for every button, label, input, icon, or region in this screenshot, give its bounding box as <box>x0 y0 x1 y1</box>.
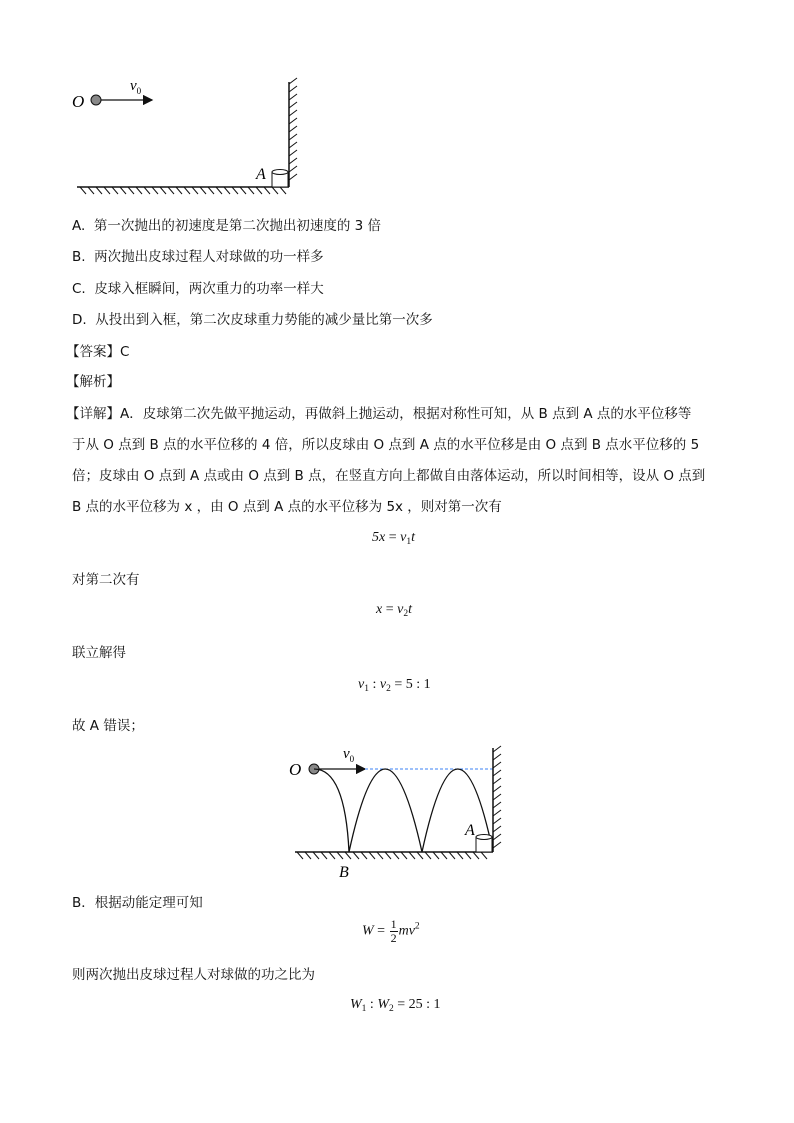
basket-shape-2 <box>476 835 492 853</box>
answer-value: C <box>120 344 130 360</box>
eq-lhs: x <box>376 602 383 617</box>
option-text: 第一次抛出的初速度是第二次抛出初速度的 3 倍 <box>93 218 382 234</box>
eq-superscript: 2 <box>414 921 420 932</box>
equation-kinetic-energy <box>362 918 420 945</box>
wall-hatching <box>289 78 297 180</box>
ground-hatching <box>80 187 286 194</box>
fraction-denominator: 2 <box>390 931 397 945</box>
equation-velocity-ratio <box>358 677 431 694</box>
eq-colon: : <box>368 677 380 692</box>
eq-var: mv <box>398 923 415 939</box>
eq-lhs: W <box>362 923 374 939</box>
a-conclusion: 故 A 错误； <box>72 718 144 734</box>
eq-var: v <box>400 530 407 545</box>
option-text: 从投出到入框，第二次皮球重力势能的减少量比第一次多 <box>95 312 433 328</box>
eq-sign: = <box>382 602 398 617</box>
basket-label-2: A <box>465 822 475 839</box>
velocity-label: v <box>130 78 137 94</box>
eq-colon: : <box>366 997 378 1012</box>
b-intro: B．根据动能定理可知 <box>72 895 203 911</box>
solve-intro: 联立解得 <box>72 645 126 661</box>
explanation-text: A．皮球第二次先做平抛运动，再做斜上抛运动，根据对称性可知，从 B 点到 A 点的水平位移等 <box>120 406 692 422</box>
eq-subscript: 2 <box>403 609 409 619</box>
eq-subscript: 2 <box>388 1004 394 1014</box>
svg-text:v0 <box>130 78 142 96</box>
option-text: 皮球入框瞬间，两次重力的功率一样大 <box>94 281 324 297</box>
eq-sign: = <box>385 530 401 545</box>
explanation-line-1 <box>66 402 691 422</box>
option-b <box>72 245 324 265</box>
equation-second-throw <box>376 602 412 619</box>
analysis-label: 【解析】 <box>66 374 120 390</box>
eq-var: v <box>358 677 365 692</box>
explanation-line-3: 倍；皮球由 O 点到 A 点或由 O 点到 B 点，在竖直方向上都做自由落体运动，所以时间相等，设从 O 点到 <box>72 468 706 484</box>
option-letter: C. <box>72 281 86 297</box>
basket-label: A <box>256 166 266 183</box>
eq-var: W <box>350 997 362 1012</box>
trajectory-curve <box>314 769 493 852</box>
eq-subscript: 1 <box>406 537 412 547</box>
landing-point-label: B <box>339 864 349 881</box>
explanation-line-2: 于从 O 点到 B 点的水平位移的 4 倍，所以皮球由 O 点到 A 点的水平位移是由 O 点到 B 点水平位移的 5 <box>72 437 700 453</box>
option-letter: B. <box>72 249 86 265</box>
wall-hatching-2 <box>493 746 501 848</box>
option-d <box>72 308 433 328</box>
explanation-line-4: B 点的水平位移为 x ，由 O 点到 A 点的水平位移为 5x ，则对第一次有 <box>72 499 502 515</box>
answer-line <box>66 340 129 360</box>
option-a <box>72 214 381 234</box>
eq-subscript: 2 <box>386 684 391 694</box>
option-text: 两次抛出皮球过程人对球做的功一样多 <box>94 249 324 265</box>
option-letter: A. <box>72 218 86 234</box>
fraction-numerator: 1 <box>390 917 397 931</box>
equation-first-throw <box>372 530 415 547</box>
eq-subscript: 1 <box>361 1004 367 1014</box>
svg-text:v0 <box>343 746 355 764</box>
equation-work-ratio <box>350 997 441 1014</box>
detail-label: 【详解】 <box>66 406 120 422</box>
b-ratio-intro: 则两次抛出皮球过程人对球做的功之比为 <box>72 967 315 983</box>
velocity-subscript-2: 0 <box>349 754 355 764</box>
eq-var: v <box>397 602 404 617</box>
eq-sign: = <box>373 923 389 939</box>
eq-subscript: 1 <box>364 684 369 694</box>
answer-label: 【答案】 <box>66 344 120 360</box>
origin-label: O <box>72 92 85 111</box>
ground-hatching-2 <box>297 852 487 859</box>
eq-rhs: = 25 : 1 <box>393 997 441 1012</box>
basket-shape <box>272 170 288 188</box>
eq-var: W <box>377 997 389 1012</box>
second-throw-intro: 对第二次有 <box>72 572 140 588</box>
eq-rhs: = 5 : 1 <box>390 677 431 692</box>
ball-marker <box>91 95 101 105</box>
figure-bounce-trajectory <box>285 738 510 886</box>
velocity-label-2: v <box>343 746 350 762</box>
fraction <box>390 918 398 945</box>
origin-label-2: O <box>289 760 302 779</box>
eq-lhs: 5x <box>372 530 386 545</box>
velocity-subscript: 0 <box>136 86 142 96</box>
option-letter: D. <box>72 312 87 328</box>
eq-var: v <box>379 677 387 692</box>
eq-var: t <box>411 530 415 545</box>
option-c <box>72 277 324 297</box>
eq-var: t <box>408 602 412 617</box>
figure-one-throw <box>72 72 312 200</box>
